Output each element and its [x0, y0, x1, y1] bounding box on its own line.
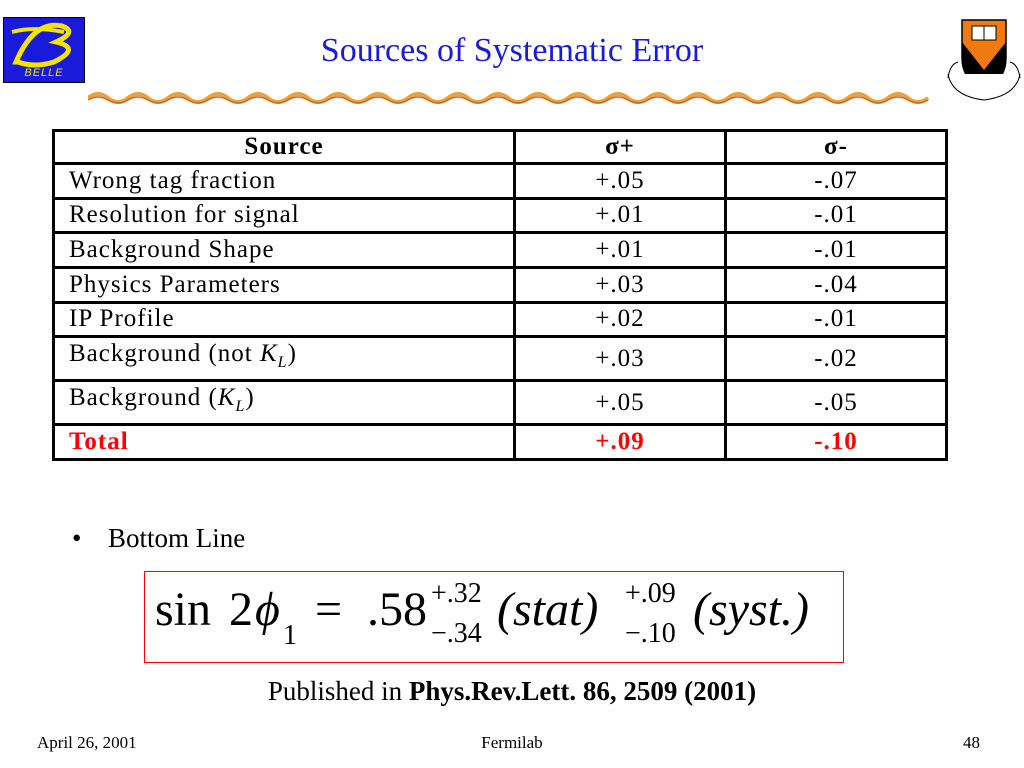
row-source: Wrong tag fraction: [54, 164, 515, 199]
formula-value: .58: [367, 583, 427, 636]
formula-syst-up: +.09: [625, 578, 676, 609]
row-sigma-plus: +.03: [515, 337, 726, 381]
footer-page-number: 48: [963, 733, 980, 752]
row-sigma-plus: +.03: [515, 267, 726, 302]
source-prefix: Background (: [69, 384, 218, 412]
formula-two: 2: [229, 583, 253, 636]
sigma-minus-label: σ-: [824, 133, 848, 160]
row-sigma-plus: +.02: [515, 302, 726, 337]
row-sigma-minus: -.05: [726, 381, 947, 425]
formula-syst-label: (syst.): [693, 583, 809, 636]
row-sigma-plus: +.01: [515, 198, 726, 233]
row-source: Physics Parameters: [54, 267, 515, 302]
bullet-dot: •: [72, 523, 82, 553]
footer-venue: Fermilab: [481, 733, 543, 752]
row-source: [54, 381, 515, 425]
published-ref: Phys.Rev.Lett. 86, 2509 (2001): [408, 676, 757, 706]
header-source: Source: [54, 131, 515, 164]
row-sigma-plus: +.01: [515, 233, 726, 268]
formula-stat-down: −.34: [431, 618, 482, 649]
wave-divider: [88, 90, 936, 106]
source-k: K: [217, 384, 236, 412]
table-row: [54, 267, 947, 302]
row-source: [54, 337, 515, 381]
source-suffix: ): [245, 384, 255, 412]
row-source: IP Profile: [54, 302, 515, 337]
row-sigma-plus: +.05: [515, 381, 726, 425]
result-formula-box: [144, 571, 844, 663]
row-sigma-minus: -.04: [726, 267, 947, 302]
row-sigma-minus: -.02: [726, 337, 947, 381]
source-sub: L: [235, 398, 246, 416]
header-sigma-minus: [726, 131, 947, 164]
belle-logo-text: BELLE: [24, 67, 64, 79]
table-row: [54, 198, 947, 233]
footer-date: April 26, 2001: [37, 733, 137, 752]
published-prefix: Published in: [267, 676, 409, 706]
formula-sin: sin: [155, 583, 212, 636]
row-source: Resolution for signal: [54, 198, 515, 233]
source-suffix: ): [287, 340, 297, 368]
formula-syst-down: −.10: [625, 618, 676, 649]
formula-phi: ϕ: [255, 583, 280, 636]
total-sigma-minus: -.10: [726, 425, 947, 460]
table-row: [54, 302, 947, 337]
row-source: Background Shape: [54, 233, 515, 268]
source-prefix: Background (not: [69, 340, 260, 368]
bottom-line-bullet: [72, 523, 245, 554]
princeton-shield-icon: [946, 14, 1022, 104]
systematic-error-table: [52, 129, 948, 461]
row-sigma-minus: -.01: [726, 302, 947, 337]
table-row: [54, 164, 947, 199]
source-sub: L: [277, 354, 288, 372]
row-sigma-plus: +.05: [515, 164, 726, 199]
formula-stat-up: +.32: [431, 578, 482, 609]
row-sigma-minus: -.01: [726, 198, 947, 233]
header-sigma-plus: [515, 131, 726, 164]
total-sigma-plus: +.09: [515, 425, 726, 460]
formula-stat-label: (stat): [497, 583, 599, 636]
table-header-row: [54, 131, 947, 164]
formula-phi-subscript: 1: [283, 620, 297, 651]
row-sigma-minus: -.01: [726, 233, 947, 268]
table-row: [54, 381, 947, 425]
row-sigma-minus: -.07: [726, 164, 947, 199]
total-label: Total: [54, 425, 515, 460]
table-row: [54, 337, 947, 381]
publication-reference: [0, 676, 1024, 707]
bullet-text: Bottom Line: [108, 523, 246, 553]
table-row: [54, 233, 947, 268]
source-k: K: [259, 340, 278, 368]
table-total-row: [54, 425, 947, 460]
slide-title: Sources of Systematic Error: [320, 32, 704, 69]
sigma-plus-label: σ+: [605, 133, 635, 160]
formula-equals: =: [315, 583, 343, 636]
